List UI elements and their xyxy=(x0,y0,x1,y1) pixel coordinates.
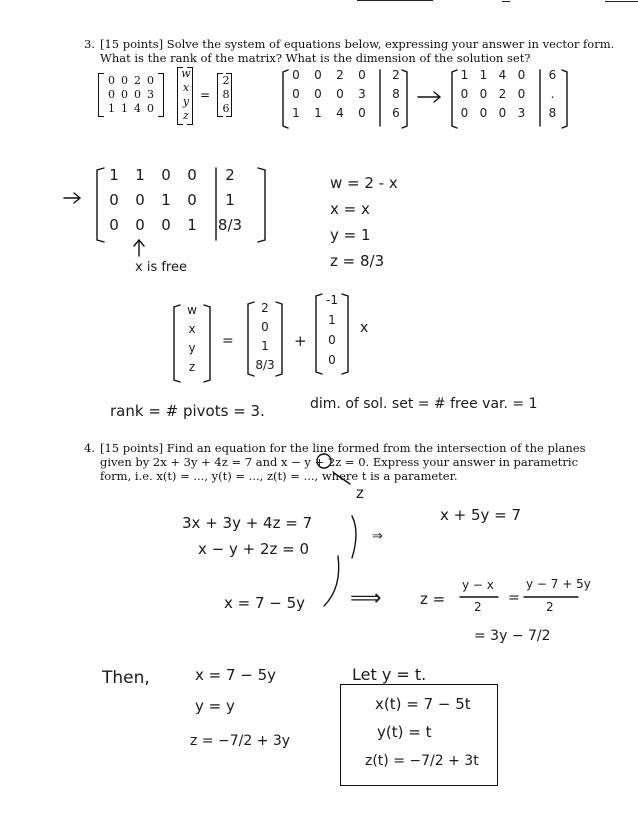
aug2-cell-r2-c0: 0 xyxy=(460,106,469,120)
vec-d-cell-1: 1 xyxy=(328,313,336,327)
aug3-cell-r0-c4: 2 xyxy=(225,166,235,184)
matrix-a-cell-r2-c2: 4 xyxy=(134,102,141,115)
problem-3-prompt-line-1: [15 points] Solve the system of equations below, expressing your answer in vector form. xyxy=(100,37,615,51)
var-cell-0: w xyxy=(181,67,191,80)
free-variable-note: x is free xyxy=(135,260,187,275)
matrix-a-cell-r0-c3: 0 xyxy=(147,74,154,87)
problem-4-prompt-line-2: given by 2x + 3y + 4z = 7 and x − y + 2z = 0. Express your answer in parametric xyxy=(100,455,579,469)
aug2-right-bracket xyxy=(562,70,567,128)
aug3-cell-r2-c4: 8/3 xyxy=(217,216,243,234)
aug1-cell-r1-c1: 0 xyxy=(314,87,322,101)
matrix-a-cell-r2-c1: 1 xyxy=(121,102,128,115)
aug1-cell-r1-c2: 0 xyxy=(336,87,344,101)
then-eq-y: y = y xyxy=(195,697,235,715)
aug2-cell-r0-c1: 1 xyxy=(479,68,488,82)
vec-lhs-cell-0: w xyxy=(187,303,197,317)
vec-c-cell-0: 2 xyxy=(261,301,269,315)
aug2-cell-r2-c1: 0 xyxy=(479,106,488,120)
aug1-cell-r2-c4: 6 xyxy=(392,106,400,120)
work-equation-1: 3x + 3y + 4z = 7 xyxy=(182,514,313,532)
aug3-cell-r1-c1: 0 xyxy=(135,191,145,209)
vec-c-cell-2: 1 xyxy=(261,339,269,353)
aug1-cell-r1-c4: 8 xyxy=(392,87,400,101)
then-label: Then, xyxy=(102,668,150,688)
aug1-cell-r0-c1: 0 xyxy=(314,68,322,82)
aug2-left-bracket xyxy=(452,70,457,128)
x-substitution: x = 7 − 5y xyxy=(224,594,306,612)
aug2-cell-r0-c2: 4 xyxy=(498,68,507,82)
aug3-cell-r0-c1: 1 xyxy=(135,166,145,184)
vec-c-cell-3: 8/3 xyxy=(255,358,275,372)
vec-d-right xyxy=(342,294,348,374)
vec-lhs-cell-2: y xyxy=(188,341,196,355)
correction-line xyxy=(334,473,350,484)
z-frac1-numerator: y − x xyxy=(462,578,494,592)
problem-4-prompt-line-1: [15 points] Find an equation for the line formed from the intersection of the planes xyxy=(100,441,586,455)
work-equation-2: x − y + 2z = 0 xyxy=(198,540,310,558)
solution-eq-z: z = 8/3 xyxy=(330,252,385,270)
z-frac1-denominator: 2 xyxy=(474,600,482,614)
aug3-left-bracket xyxy=(97,168,104,242)
aug3-cell-r2-c2: 0 xyxy=(161,216,171,234)
vector-equals: = xyxy=(222,333,234,349)
var-cell-1: x xyxy=(182,81,190,94)
vec-lhs-cell-3: z xyxy=(188,360,196,374)
aug3-right-bracket xyxy=(258,168,265,242)
then-eq-z: z = −7/2 + 3y xyxy=(190,733,291,749)
aug1-cell-r0-c2: 2 xyxy=(336,68,344,82)
aug1-left-bracket xyxy=(283,70,288,128)
z-label: z = xyxy=(420,590,446,608)
aug3-cell-r1-c4: 1 xyxy=(225,191,235,209)
problem-3-number: 3. xyxy=(84,37,95,51)
solution-eq-y: y = 1 xyxy=(330,226,371,244)
vec-lhs-cell-1: x xyxy=(188,322,196,336)
let-statement: Let y = t. xyxy=(352,665,427,684)
problem-4-number: 4. xyxy=(84,441,95,455)
solution-eq-w: w = 2 - x xyxy=(330,174,398,192)
aug1-cell-r1-c0: 0 xyxy=(292,87,300,101)
matrix-a-cell-r1-c0: 0 xyxy=(108,88,115,101)
matrix-a-cell-r2-c3: 0 xyxy=(147,102,154,115)
implies-arrow-1: ⇒ xyxy=(372,529,383,544)
aug1-cell-r0-c0: 0 xyxy=(292,68,300,82)
aug3-cell-r2-c3: 1 xyxy=(187,216,197,234)
equals-sign: = xyxy=(200,88,211,102)
rhs-cell-2: 6 xyxy=(222,102,230,115)
boxed-y-of-t: y(t) = t xyxy=(377,723,432,741)
aug1-cell-r2-c0: 1 xyxy=(292,106,300,120)
vector-parameter: x xyxy=(360,320,369,336)
solution-eq-x: x = x xyxy=(330,200,370,218)
vec-d-cell-3: 0 xyxy=(328,353,336,367)
matrix-a-cell-r0-c1: 0 xyxy=(121,74,128,87)
free-var-arrow xyxy=(134,240,144,256)
aug1-cell-r2-c1: 1 xyxy=(314,106,322,120)
system-brace xyxy=(352,516,356,558)
correction-circle xyxy=(317,454,331,468)
aug3-cell-r0-c2: 0 xyxy=(161,166,171,184)
aug3-cell-r2-c0: 0 xyxy=(109,216,119,234)
then-eq-x: x = 7 − 5y xyxy=(195,666,277,684)
vector-plus: + xyxy=(294,332,307,350)
z-result: = 3y − 7/2 xyxy=(474,628,551,644)
boxed-z-of-t: z(t) = −7/2 + 3t xyxy=(365,753,479,769)
boxed-x-of-t: x(t) = 7 − 5t xyxy=(375,695,471,713)
result-equation: x + 5y = 7 xyxy=(440,506,522,524)
aug3-cell-r1-c0: 0 xyxy=(109,191,119,209)
aug2-cell-r1-c1: 0 xyxy=(479,87,488,101)
matrix-a-cell-r0-c0: 0 xyxy=(108,74,115,87)
rank-statement: rank = # pivots = 3. xyxy=(110,402,265,420)
aug1-cell-r2-c2: 4 xyxy=(336,106,344,120)
aug2-cell-r2-c2: 0 xyxy=(498,106,507,120)
vec-c-cell-1: 0 xyxy=(261,320,269,334)
aug2-cell-r0-c0: 1 xyxy=(460,68,469,82)
aug3-cell-r0-c0: 1 xyxy=(109,166,119,184)
rhs-cell-0: 2 xyxy=(222,74,230,87)
aug1-cell-r0-c3: 0 xyxy=(358,68,366,82)
matrix-a-cell-r2-c0: 1 xyxy=(108,102,115,115)
vec-d-cell-2: 0 xyxy=(328,333,336,347)
aug1-cell-r0-c4: 2 xyxy=(392,68,400,82)
matrix-a-cell-r0-c2: 2 xyxy=(134,74,141,87)
rhs-cell-1: 8 xyxy=(222,88,230,101)
vec-lhs-left xyxy=(174,305,180,382)
arrow-2 xyxy=(64,193,80,203)
aug2-cell-r1-c2: 2 xyxy=(498,87,507,101)
correction-z: z xyxy=(356,484,364,502)
implies-arrow-2: ⟹ xyxy=(350,586,382,611)
aug3-cell-r0-c3: 0 xyxy=(187,166,197,184)
problem-3-prompt-line-2: What is the rank of the matrix? What is the dimension of the solution set? xyxy=(100,51,531,65)
aug3-cell-r2-c1: 0 xyxy=(135,216,145,234)
matrix-a-cell-r1-c3: 3 xyxy=(147,88,154,101)
dimension-statement: dim. of sol. set = # free var. = 1 xyxy=(310,396,538,412)
vec-lhs-right xyxy=(204,305,210,382)
vec-c-right xyxy=(276,302,282,376)
aug2-cell-r2-c3: 3 xyxy=(517,106,526,120)
aug3-cell-r1-c3: 0 xyxy=(187,191,197,209)
aug1-right-bracket xyxy=(402,70,407,128)
aug2-cell-r1-c4: . xyxy=(550,87,555,101)
aug1-cell-r1-c3: 3 xyxy=(358,87,366,101)
aug1-cell-r2-c3: 0 xyxy=(358,106,366,120)
aug2-cell-r0-c3: 0 xyxy=(517,68,526,82)
z-frac2-denominator: 2 xyxy=(546,600,554,614)
z-equals-2: = xyxy=(508,590,520,606)
matrix-a-cell-r1-c1: 0 xyxy=(121,88,128,101)
var-cell-2: y xyxy=(182,95,190,108)
aug2-cell-r0-c4: 6 xyxy=(548,68,557,82)
z-frac2-numerator: y − 7 + 5y xyxy=(526,577,591,591)
vec-d-left xyxy=(316,294,322,374)
arrow-1 xyxy=(418,92,440,102)
aug2-cell-r1-c3: 0 xyxy=(517,87,526,101)
aug2-cell-r1-c0: 0 xyxy=(460,87,469,101)
matrix-a-cell-r1-c2: 0 xyxy=(134,88,141,101)
connector-curve xyxy=(324,556,339,606)
aug2-cell-r2-c4: 8 xyxy=(548,106,557,120)
problem-4-prompt-line-3: form, i.e. x(t) = ..., y(t) = ..., z(t) = ..., where t is a parameter. xyxy=(100,469,458,483)
vec-c-left xyxy=(248,302,254,376)
aug3-cell-r1-c2: 1 xyxy=(161,191,171,209)
vec-d-cell-0: -1 xyxy=(326,293,338,307)
var-cell-3: z xyxy=(183,109,189,122)
